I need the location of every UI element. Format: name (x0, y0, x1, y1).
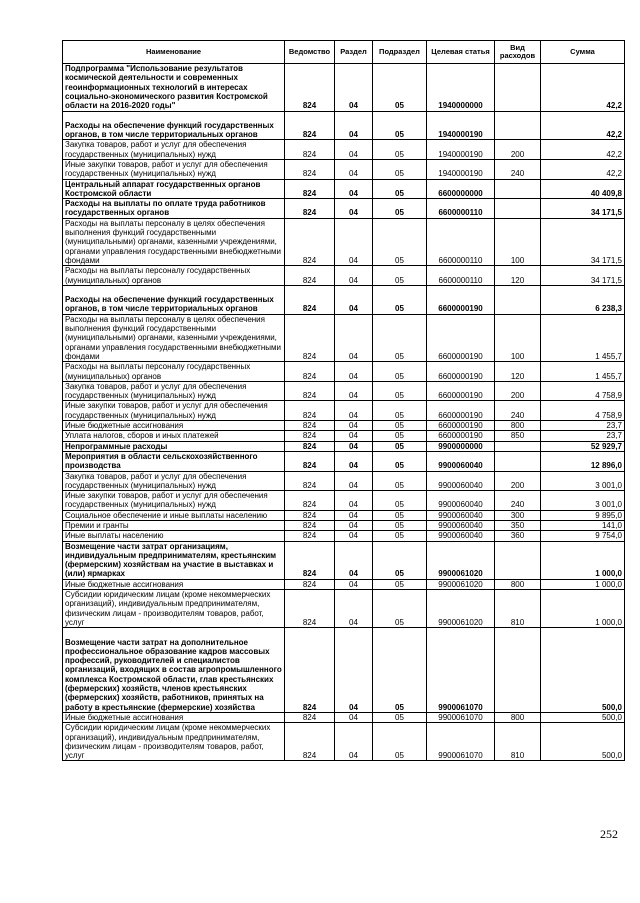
department-cell: 824 (285, 159, 335, 179)
target-article-cell: 6600000190 (427, 362, 495, 382)
name-cell: Непрограммные расходы (63, 441, 285, 451)
name-cell: Расходы на обеспечение функций государственных органов, в том числе территориальных органов (63, 285, 285, 314)
subsection-cell: 05 (373, 491, 427, 511)
amount-cell: 1 455,7 (541, 314, 625, 362)
amount-cell: 3 001,0 (541, 491, 625, 511)
target-article-cell: 6600000110 (427, 266, 495, 286)
expense-type-cell: 120 (495, 362, 541, 382)
section-cell: 04 (335, 381, 373, 401)
target-article-cell: 9900060040 (427, 531, 495, 541)
table-row (63, 723, 625, 761)
expense-type-cell (495, 441, 541, 451)
name-cell: Центральный аппарат государственных органов Костромской области (63, 179, 285, 199)
table-row (63, 199, 625, 219)
department-cell: 824 (285, 362, 335, 382)
page-number: 252 (600, 827, 618, 841)
target-article-cell: 9900060040 (427, 491, 495, 511)
table-header-row (63, 41, 625, 64)
subsection-cell: 05 (373, 431, 427, 441)
amount-cell: 40 409,8 (541, 179, 625, 199)
subsection-cell: 05 (373, 218, 427, 266)
department-cell: 824 (285, 441, 335, 451)
subsection-cell: 05 (373, 401, 427, 421)
subsection-cell: 05 (373, 421, 427, 431)
table-row (63, 531, 625, 541)
table-row (63, 628, 625, 713)
subsection-cell: 05 (373, 111, 427, 140)
expense-type-cell: 100 (495, 218, 541, 266)
target-article-cell: 9900061070 (427, 712, 495, 722)
section-cell: 04 (335, 199, 373, 219)
expense-type-cell (495, 111, 541, 140)
expense-type-cell (495, 285, 541, 314)
department-cell: 824 (285, 712, 335, 722)
department-cell: 824 (285, 510, 335, 520)
expense-type-cell (495, 541, 541, 579)
amount-cell: 4 758,9 (541, 401, 625, 421)
section-cell: 04 (335, 521, 373, 531)
expense-type-cell: 240 (495, 401, 541, 421)
table-row (63, 712, 625, 722)
section-cell: 04 (335, 218, 373, 266)
subsection-cell: 05 (373, 314, 427, 362)
department-cell: 824 (285, 628, 335, 713)
target-article-cell: 1940000190 (427, 111, 495, 140)
target-article-cell: 6600000190 (427, 431, 495, 441)
table-row (63, 285, 625, 314)
budget-table (62, 40, 625, 761)
table-row (63, 541, 625, 579)
target-article-cell: 9900061020 (427, 541, 495, 579)
name-cell: Закупка товаров, работ и услуг для обеспечения государственных (муниципальных) нужд (63, 381, 285, 401)
amount-cell: 23,7 (541, 431, 625, 441)
department-cell: 824 (285, 179, 335, 199)
department-cell: 824 (285, 421, 335, 431)
target-article-cell: 1940000000 (427, 64, 495, 112)
subsection-cell: 05 (373, 362, 427, 382)
subsection-cell: 05 (373, 441, 427, 451)
department-cell: 824 (285, 521, 335, 531)
table-row (63, 491, 625, 511)
name-cell: Иные бюджетные ассигнования (63, 579, 285, 589)
amount-cell: 9 754,0 (541, 531, 625, 541)
expense-type-cell: 350 (495, 521, 541, 531)
target-article-cell: 6600000110 (427, 199, 495, 219)
expense-type-cell: 100 (495, 314, 541, 362)
subsection-cell: 05 (373, 723, 427, 761)
table-row (63, 590, 625, 628)
name-cell: Иные закупки товаров, работ и услуг для обеспечения государственных (муниципальных) нужд (63, 401, 285, 421)
department-cell: 824 (285, 64, 335, 112)
section-cell: 04 (335, 266, 373, 286)
header-department: Ведомство (285, 41, 335, 64)
target-article-cell: 9900061070 (427, 628, 495, 713)
expense-type-cell: 240 (495, 491, 541, 511)
table-row (63, 421, 625, 431)
amount-cell: 42,2 (541, 111, 625, 140)
table-row (63, 521, 625, 531)
amount-cell: 4 758,9 (541, 381, 625, 401)
section-cell: 04 (335, 179, 373, 199)
expense-type-cell: 360 (495, 531, 541, 541)
section-cell: 04 (335, 628, 373, 713)
amount-cell: 9 895,0 (541, 510, 625, 520)
section-cell: 04 (335, 111, 373, 140)
target-article-cell: 6600000190 (427, 285, 495, 314)
name-cell: Расходы на выплаты по оплате труда работников государственных органов (63, 199, 285, 219)
expense-type-cell (495, 64, 541, 112)
name-cell: Иные закупки товаров, работ и услуг для обеспечения государственных (муниципальных) нужд (63, 491, 285, 511)
subsection-cell: 05 (373, 628, 427, 713)
header-subsection: Подраздел (373, 41, 427, 64)
expense-type-cell: 300 (495, 510, 541, 520)
subsection-cell: 05 (373, 285, 427, 314)
name-cell: Иные бюджетные ассигнования (63, 712, 285, 722)
table-row (63, 64, 625, 112)
subsection-cell: 05 (373, 159, 427, 179)
department-cell: 824 (285, 723, 335, 761)
expense-type-cell: 200 (495, 381, 541, 401)
target-article-cell: 9900061020 (427, 590, 495, 628)
amount-cell: 1 000,0 (541, 541, 625, 579)
target-article-cell: 1940000190 (427, 140, 495, 160)
name-cell: Расходы на выплаты персоналу в целях обеспечения выполнения функций государственными (муниципальными) органами, казенными учреждениями, органами управления государственными внебюджетными фондами (63, 218, 285, 266)
target-article-cell: 9900060040 (427, 510, 495, 520)
section-cell: 04 (335, 159, 373, 179)
section-cell: 04 (335, 590, 373, 628)
name-cell: Возмещение части затрат организациям, индивидуальным предпринимателям, крестьянским (фермерским) хозяйствам на участие в выставках и (или) ярмарках (63, 541, 285, 579)
section-cell: 04 (335, 140, 373, 160)
name-cell: Социальное обеспечение и иные выплаты населению (63, 510, 285, 520)
amount-cell: 3 001,0 (541, 471, 625, 491)
subsection-cell: 05 (373, 451, 427, 471)
table-row (63, 401, 625, 421)
expense-type-cell: 200 (495, 140, 541, 160)
section-cell: 04 (335, 491, 373, 511)
department-cell: 824 (285, 451, 335, 471)
section-cell: 04 (335, 451, 373, 471)
name-cell: Субсидии юридическим лицам (кроме некоммерческих организаций), индивидуальным предпринимателям, физическим лицам - производителям товаров, работ, услуг (63, 590, 285, 628)
table-row (63, 140, 625, 160)
name-cell: Иные выплаты населению (63, 531, 285, 541)
section-cell: 04 (335, 421, 373, 431)
expense-type-cell: 810 (495, 590, 541, 628)
table-row (63, 431, 625, 441)
table-row (63, 471, 625, 491)
subsection-cell: 05 (373, 179, 427, 199)
department-cell: 824 (285, 531, 335, 541)
expense-type-cell (495, 628, 541, 713)
expense-type-cell: 200 (495, 471, 541, 491)
subsection-cell: 05 (373, 712, 427, 722)
amount-cell: 23,7 (541, 421, 625, 431)
section-cell: 04 (335, 541, 373, 579)
department-cell: 824 (285, 401, 335, 421)
name-cell: Подпрограмма "Использование результатов космической деятельности и современных геоинформационных технологий в интересах социально-экономического развития Костромской области на 2016-2020 годы" (63, 64, 285, 112)
subsection-cell: 05 (373, 521, 427, 531)
expense-type-cell (495, 179, 541, 199)
name-cell: Расходы на выплаты персоналу в целях обеспечения выполнения функций государственными (муниципальными) органами, казенными учреждениями, органами управления государственными внебюджетными фондами (63, 314, 285, 362)
name-cell: Закупка товаров, работ и услуг для обеспечения государственных (муниципальных) нужд (63, 471, 285, 491)
table-row (63, 314, 625, 362)
subsection-cell: 05 (373, 64, 427, 112)
subsection-cell: 05 (373, 266, 427, 286)
section-cell: 04 (335, 64, 373, 112)
target-article-cell: 6600000190 (427, 401, 495, 421)
table-row (63, 159, 625, 179)
section-cell: 04 (335, 441, 373, 451)
expense-type-cell: 810 (495, 723, 541, 761)
section-cell: 04 (335, 510, 373, 520)
table-row (63, 510, 625, 520)
amount-cell: 1 000,0 (541, 579, 625, 589)
subsection-cell: 05 (373, 541, 427, 579)
target-article-cell: 1940000190 (427, 159, 495, 179)
target-article-cell: 9900000000 (427, 441, 495, 451)
subsection-cell: 05 (373, 199, 427, 219)
department-cell: 824 (285, 266, 335, 286)
header-name: Наименование (63, 41, 285, 64)
table-row (63, 441, 625, 451)
department-cell: 824 (285, 579, 335, 589)
expense-type-cell (495, 199, 541, 219)
department-cell: 824 (285, 218, 335, 266)
subsection-cell: 05 (373, 510, 427, 520)
subsection-cell: 05 (373, 140, 427, 160)
subsection-cell: 05 (373, 579, 427, 589)
section-cell: 04 (335, 314, 373, 362)
expense-type-cell (495, 451, 541, 471)
name-cell: Иные бюджетные ассигнования (63, 421, 285, 431)
amount-cell: 34 171,5 (541, 266, 625, 286)
department-cell: 824 (285, 491, 335, 511)
name-cell: Расходы на выплаты персоналу государственных (муниципальных) органов (63, 266, 285, 286)
name-cell: Расходы на обеспечение функций государственных органов, в том числе территориальных органов (63, 111, 285, 140)
target-article-cell: 6600000190 (427, 421, 495, 431)
table-row (63, 381, 625, 401)
target-article-cell: 9900060040 (427, 451, 495, 471)
subsection-cell: 05 (373, 381, 427, 401)
target-article-cell: 9900060040 (427, 471, 495, 491)
department-cell: 824 (285, 140, 335, 160)
amount-cell: 6 238,3 (541, 285, 625, 314)
department-cell: 824 (285, 285, 335, 314)
name-cell: Возмещение части затрат на дополнительное профессиональное образование кадров массовых профессий, руководителей и специалистов организаций, входящих в состав агропромышленного комплекса Костромской области, глав крестьянских (фермерских) хозяйств, членов крестьянских (фермерских) хозяйств, работников, принятых на работу в крестьянские (фермерские) хозяйства (63, 628, 285, 713)
target-article-cell: 9900061070 (427, 723, 495, 761)
name-cell: Закупка товаров, работ и услуг для обеспечения государственных (муниципальных) нужд (63, 140, 285, 160)
table-row (63, 266, 625, 286)
department-cell: 824 (285, 471, 335, 491)
amount-cell: 141,0 (541, 521, 625, 531)
department-cell: 824 (285, 381, 335, 401)
header-target-article: Целевая статья (427, 41, 495, 64)
section-cell: 04 (335, 401, 373, 421)
department-cell: 824 (285, 541, 335, 579)
target-article-cell: 9900061020 (427, 579, 495, 589)
subsection-cell: 05 (373, 590, 427, 628)
table-row (63, 111, 625, 140)
section-cell: 04 (335, 431, 373, 441)
expense-type-cell: 850 (495, 431, 541, 441)
amount-cell: 42,2 (541, 64, 625, 112)
amount-cell: 34 171,5 (541, 218, 625, 266)
section-cell: 04 (335, 723, 373, 761)
amount-cell: 12 896,0 (541, 451, 625, 471)
subsection-cell: 05 (373, 471, 427, 491)
name-cell: Иные закупки товаров, работ и услуг для обеспечения государственных (муниципальных) нужд (63, 159, 285, 179)
amount-cell: 42,2 (541, 140, 625, 160)
header-amount: Сумма (541, 41, 625, 64)
amount-cell: 42,2 (541, 159, 625, 179)
amount-cell: 34 171,5 (541, 199, 625, 219)
expense-type-cell: 800 (495, 421, 541, 431)
target-article-cell: 6600000190 (427, 381, 495, 401)
amount-cell: 500,0 (541, 712, 625, 722)
amount-cell: 500,0 (541, 628, 625, 713)
section-cell: 04 (335, 362, 373, 382)
name-cell: Премии и гранты (63, 521, 285, 531)
department-cell: 824 (285, 111, 335, 140)
amount-cell: 1 455,7 (541, 362, 625, 382)
header-expense-type: Вид расходов (495, 41, 541, 64)
name-cell: Мероприятия в области сельскохозяйственного производства (63, 451, 285, 471)
subsection-cell: 05 (373, 531, 427, 541)
amount-cell: 52 929,7 (541, 441, 625, 451)
table-row (63, 451, 625, 471)
amount-cell: 1 000,0 (541, 590, 625, 628)
target-article-cell: 6600000110 (427, 218, 495, 266)
section-cell: 04 (335, 285, 373, 314)
amount-cell: 500,0 (541, 723, 625, 761)
header-section: Раздел (335, 41, 373, 64)
expense-type-cell: 240 (495, 159, 541, 179)
table-row (63, 179, 625, 199)
department-cell: 824 (285, 590, 335, 628)
name-cell: Субсидии юридическим лицам (кроме некоммерческих организаций), индивидуальным предпринимателям, физическим лицам - производителям товаров, работ, услуг (63, 723, 285, 761)
department-cell: 824 (285, 199, 335, 219)
expense-type-cell: 800 (495, 712, 541, 722)
department-cell: 824 (285, 314, 335, 362)
target-article-cell: 6600000190 (427, 314, 495, 362)
table-row (63, 579, 625, 589)
section-cell: 04 (335, 531, 373, 541)
section-cell: 04 (335, 579, 373, 589)
expense-type-cell: 800 (495, 579, 541, 589)
table-row (63, 362, 625, 382)
table-row (63, 218, 625, 266)
target-article-cell: 6600000000 (427, 179, 495, 199)
section-cell: 04 (335, 471, 373, 491)
expense-type-cell: 120 (495, 266, 541, 286)
name-cell: Уплата налогов, сборов и иных платежей (63, 431, 285, 441)
name-cell: Расходы на выплаты персоналу государственных (муниципальных) органов (63, 362, 285, 382)
section-cell: 04 (335, 712, 373, 722)
target-article-cell: 9900060040 (427, 521, 495, 531)
department-cell: 824 (285, 431, 335, 441)
